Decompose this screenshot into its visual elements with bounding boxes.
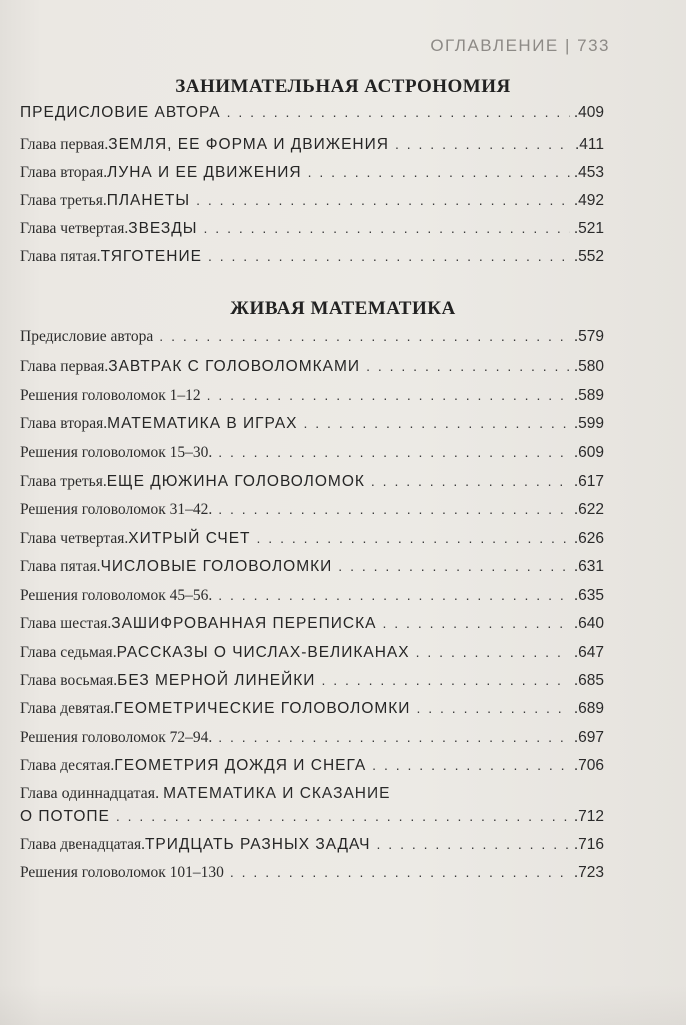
toc-entry[interactable]: [20, 644, 604, 662]
entry-prefix: Глава пятая.: [20, 558, 101, 575]
entry-page: .716: [573, 836, 604, 853]
toc-entry[interactable]: [20, 757, 604, 775]
dot-leader: [308, 164, 570, 180]
dot-leader: [257, 530, 570, 546]
toc-entry[interactable]: [20, 104, 604, 122]
entry-title: ПРЕДИСЛОВИЕ АВТОРА: [20, 104, 221, 121]
entry-prefix: Решения головоломок 31–42.: [20, 501, 213, 518]
entry-title: МАТЕМАТИКА И СКАЗАНИЕ: [163, 785, 391, 802]
entry-page: .609: [573, 444, 604, 461]
entry-prefix: Решения головоломок 101–130: [20, 864, 224, 881]
dot-leader: [371, 473, 570, 489]
entry-title: ГЕОМЕТРИЧЕСКИЕ ГОЛОВОЛОМКИ: [114, 700, 411, 717]
toc-entry[interactable]: [20, 501, 604, 519]
entry-prefix: Глава девятая.: [20, 700, 115, 717]
entry-page: .411: [574, 136, 604, 153]
dot-leader: [208, 248, 570, 264]
toc-entry[interactable]: [20, 729, 604, 747]
section-title-astronomy: ЗАНИМАТЕЛЬНАЯ АСТРОНОМИЯ: [175, 76, 511, 97]
toc-entry[interactable]: [20, 358, 604, 376]
toc-entry[interactable]: [20, 136, 604, 154]
dot-leader: [416, 644, 570, 660]
toc-entry[interactable]: [20, 415, 604, 433]
entry-page: .453: [573, 164, 604, 181]
entry-prefix: Глава вторая.: [20, 164, 108, 181]
dot-leader: [304, 415, 570, 431]
entry-prefix: Глава пятая.: [20, 248, 101, 265]
toc-entry[interactable]: [20, 248, 604, 266]
dot-leader: [116, 808, 570, 824]
entry-prefix: Глава седьмая.: [20, 644, 117, 661]
dot-leader: [159, 328, 570, 344]
entry-prefix: Глава первая.: [20, 358, 109, 375]
entry-page: .723: [573, 864, 604, 881]
page-shadow: [0, 985, 686, 1025]
toc-entry[interactable]: [20, 700, 604, 718]
entry-page: .647: [573, 644, 604, 661]
dot-leader: [207, 387, 570, 403]
dot-leader: [366, 358, 570, 374]
entry-page: .599: [573, 415, 604, 432]
entry-page: .617: [573, 473, 604, 490]
entry-prefix: Решения головоломок 45–56.: [20, 587, 213, 604]
entry-title: ЗЕМЛЯ, ЕЕ ФОРМА И ДВИЖЕНИЯ: [108, 136, 389, 153]
dot-leader: [218, 587, 570, 603]
toc-entry[interactable]: [20, 164, 604, 182]
entry-prefix: Глава двенадцатая.: [20, 836, 145, 853]
toc-entry[interactable]: [20, 328, 604, 346]
entry-page: .685: [573, 672, 604, 689]
dot-leader: [395, 136, 571, 152]
toc-entry[interactable]: [20, 473, 604, 491]
toc-entry-first-line[interactable]: [20, 785, 390, 803]
toc-entry[interactable]: [20, 192, 604, 210]
entry-prefix: Глава первая.: [20, 136, 109, 153]
dot-leader: [416, 700, 569, 716]
entry-title: ЧИСЛОВЫЕ ГОЛОВОЛОМКИ: [100, 558, 333, 575]
entry-title: ТРИДЦАТЬ РАЗНЫХ ЗАДАЧ: [144, 836, 371, 853]
entry-title: ЛУНА И ЕЕ ДВИЖЕНИЯ: [107, 164, 302, 181]
dot-leader: [218, 501, 570, 517]
toc-entry[interactable]: [20, 615, 604, 633]
section-title-math: ЖИВАЯ МАТЕМАТИКА: [230, 298, 456, 319]
entry-prefix: Глава четвертая.: [20, 220, 129, 237]
entry-title: ЗВЕЗДЫ: [128, 220, 198, 237]
entry-title: ХИТРЫЙ СЧЕТ: [128, 530, 251, 547]
entry-title: ЕЩЕ ДЮЖИНА ГОЛОВОЛОМОК: [106, 473, 365, 490]
entry-page: .552: [573, 248, 604, 265]
dot-leader: [218, 729, 570, 745]
dot-leader: [383, 615, 570, 631]
dot-leader: [338, 558, 570, 574]
toc-entry[interactable]: [20, 558, 604, 576]
entry-prefix: Решения головоломок 1–12: [20, 387, 201, 404]
entry-prefix: Глава третья.: [20, 473, 107, 490]
entry-prefix: Глава одиннадцатая.: [20, 785, 164, 802]
entry-prefix: Глава вторая.: [20, 415, 108, 432]
entry-page: .521: [573, 220, 604, 237]
entry-page: .589: [573, 387, 604, 404]
entry-title: ПЛАНЕТЫ: [106, 192, 191, 209]
toc-entry[interactable]: [20, 220, 604, 238]
entry-prefix: Глава восьмая.: [20, 672, 118, 689]
entry-prefix: Решения головоломок 72–94.: [20, 729, 213, 746]
entry-page: .631: [573, 558, 604, 575]
entry-prefix: Решения головоломок 15–30.: [20, 444, 213, 461]
entry-page: .706: [573, 757, 604, 774]
entry-title: ГЕОМЕТРИЯ ДОЖДЯ И СНЕГА: [114, 757, 367, 774]
entry-prefix: Глава третья.: [20, 192, 107, 209]
entry-page: .689: [573, 700, 604, 717]
entry-page: .712: [573, 808, 604, 825]
entry-prefix: Глава десятая.: [20, 757, 115, 774]
entry-page: .580: [573, 358, 604, 375]
entry-page: .635: [573, 587, 604, 604]
toc-entry[interactable]: [20, 444, 604, 462]
entry-page: .492: [573, 192, 604, 209]
dot-leader: [321, 672, 569, 688]
entry-page: .409: [573, 104, 604, 121]
toc-entry[interactable]: [20, 387, 604, 405]
entry-title: ЗАШИФРОВАННАЯ ПЕРЕПИСКА: [111, 615, 377, 632]
toc-entry[interactable]: [20, 864, 604, 882]
entry-title: ТЯГОТЕНИЕ: [100, 248, 202, 265]
dot-leader: [227, 104, 570, 120]
toc-entry[interactable]: [20, 836, 604, 854]
entry-page: .622: [573, 501, 604, 518]
dot-leader: [196, 192, 570, 208]
entry-page: .640: [573, 615, 604, 632]
entry-page: .579: [573, 328, 604, 345]
entry-prefix: Предисловие автора: [20, 328, 154, 345]
toc-entry[interactable]: [20, 808, 604, 826]
entry-title: БЕЗ МЕРНОЙ ЛИНЕЙКИ: [117, 672, 316, 689]
entry-page: .697: [573, 729, 604, 746]
entry-title: РАССКАЗЫ О ЧИСЛАХ-ВЕЛИКАНАХ: [116, 644, 410, 661]
toc-entry[interactable]: [20, 587, 604, 605]
toc-entry[interactable]: [20, 530, 604, 548]
dot-leader: [377, 836, 570, 852]
entry-prefix: Глава четвертая.: [20, 530, 129, 547]
entry-page: .626: [573, 530, 604, 547]
running-head: ОГЛАВЛЕНИЕ | 733: [430, 36, 610, 55]
dot-leader: [230, 864, 570, 880]
toc-entry[interactable]: [20, 672, 604, 690]
entry-title: ЗАВТРАК С ГОЛОВОЛОМКАМИ: [108, 358, 361, 375]
entry-prefix: Глава шестая.: [20, 615, 112, 632]
entry-title: МАТЕМАТИКА В ИГРАХ: [107, 415, 298, 432]
entry-title: О ПОТОПЕ: [20, 808, 110, 825]
dot-leader: [218, 444, 570, 460]
dot-leader: [204, 220, 570, 236]
dot-leader: [372, 757, 570, 773]
